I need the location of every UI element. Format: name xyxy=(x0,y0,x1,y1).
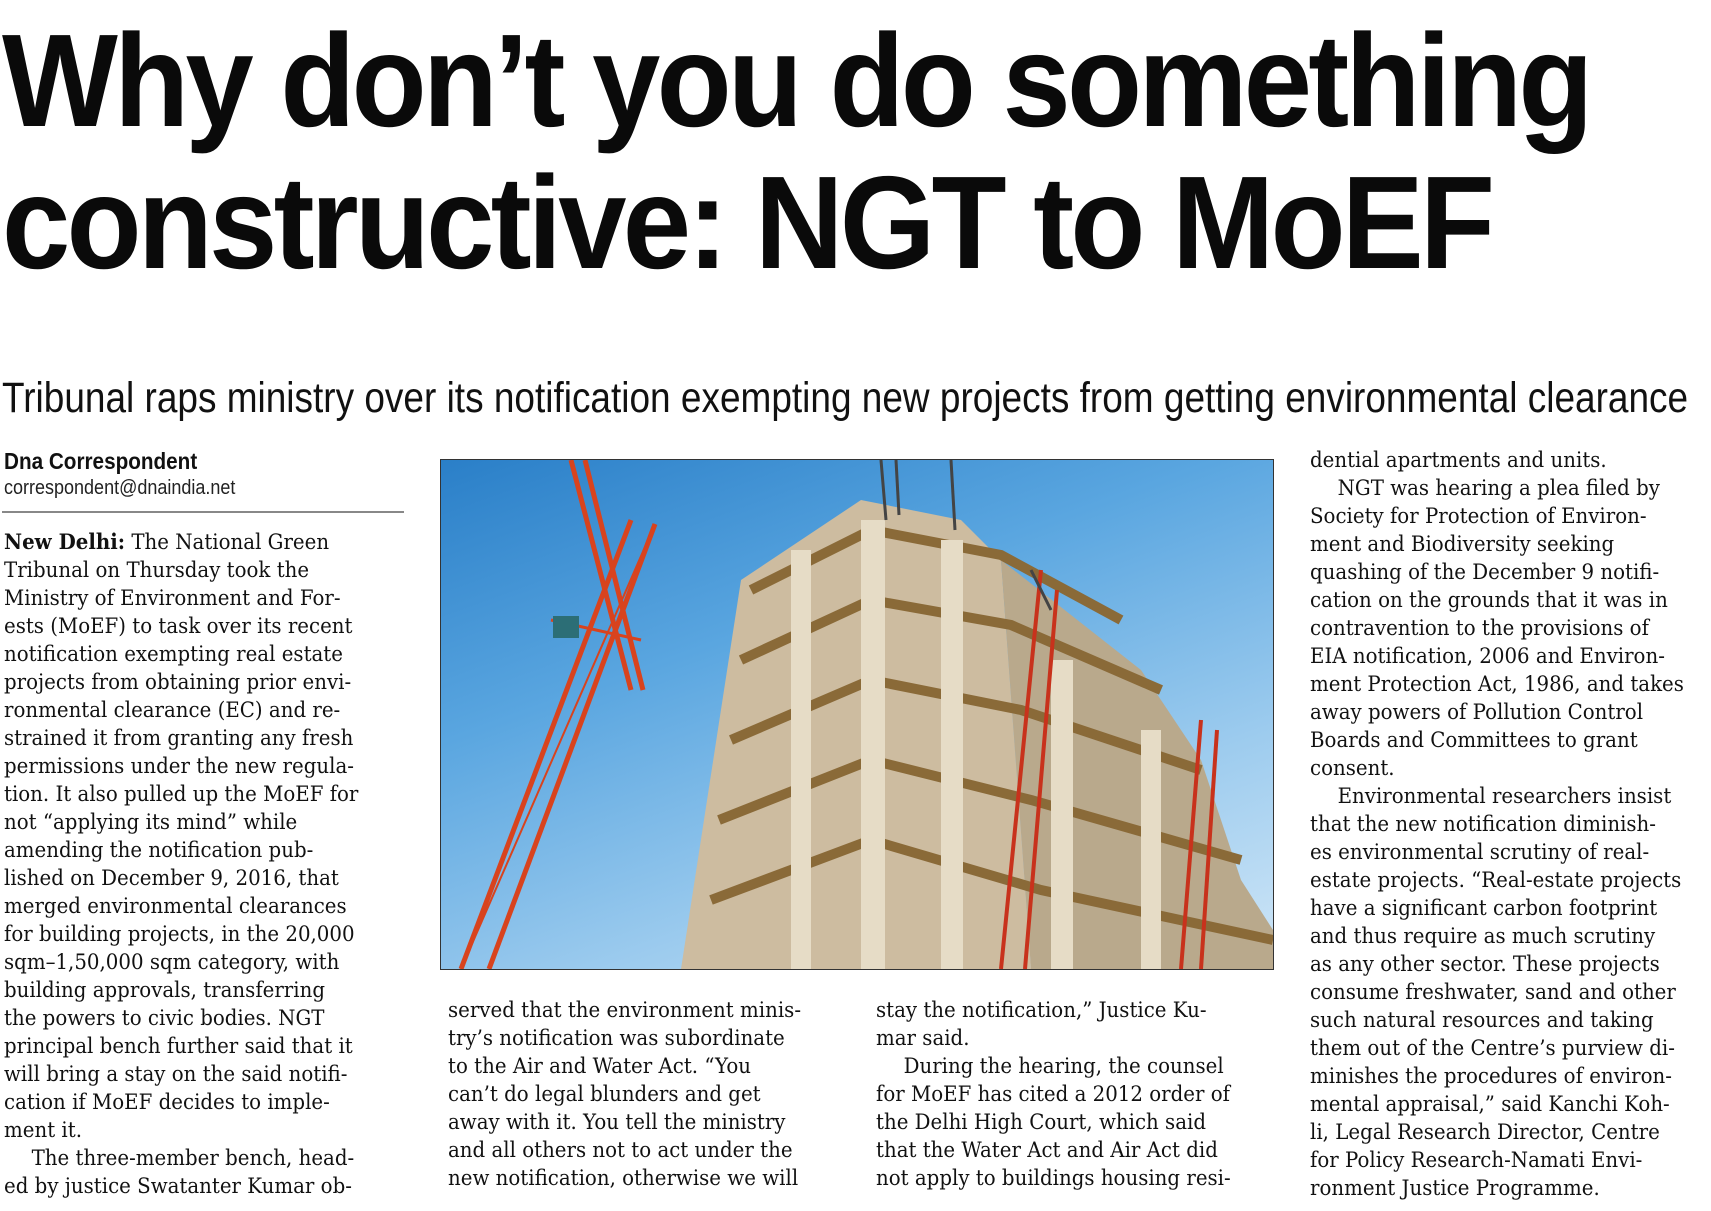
article-line: estate projects. “Real-estate projects xyxy=(1310,868,1682,893)
article-line: mental appraisal,” said Kanchi Koh- xyxy=(1310,1092,1670,1117)
headline-line-2: constructive: NGT to MoEF xyxy=(2,149,1492,296)
article-column-4 xyxy=(1310,447,1684,1203)
article-line: ronment Justice Programme. xyxy=(1310,1176,1600,1201)
article-line: that the new notification diminish- xyxy=(1310,812,1656,837)
byline-name: Dna Correspondent xyxy=(4,448,198,474)
article-line: the Delhi High Court, which said xyxy=(876,1110,1206,1135)
article-line: permissions under the new regula- xyxy=(4,754,354,779)
article-line: the powers to civic bodies. NGT xyxy=(4,1006,325,1031)
article-line: amending the notification pub- xyxy=(4,838,314,863)
article-line: as any other sector. These projects xyxy=(1310,952,1660,977)
article-line: served that the environment minis- xyxy=(448,998,802,1023)
article-line: Tribunal on Thursday took the xyxy=(4,558,310,583)
article-line: ment Protection Act, 1986, and takes xyxy=(1310,672,1684,697)
crane-cab-icon xyxy=(553,616,579,638)
article-line: es environmental scrutiny of real- xyxy=(1310,840,1650,865)
article-line: NGT was hearing a plea filed by xyxy=(1337,476,1660,501)
article-line: Ministry of Environment and For- xyxy=(4,586,341,611)
article-column-3 xyxy=(876,997,1231,1193)
article-line: for building projects, in the 20,000 xyxy=(4,922,355,947)
dateline: New Delhi: xyxy=(4,530,126,555)
article-line: ment it. xyxy=(4,1118,83,1143)
construction-photo xyxy=(440,459,1274,970)
article-line: them out of the Centre’s purview di- xyxy=(1310,1036,1675,1061)
article-line: consume freshwater, sand and other xyxy=(1310,980,1676,1005)
article-line: that the Water Act and Air Act did xyxy=(876,1138,1218,1163)
article-line: new notification, otherwise we will xyxy=(448,1166,799,1191)
article-column-2 xyxy=(448,997,801,1193)
article-line: building approvals, transferring xyxy=(4,978,325,1003)
article-line: The three-member bench, head- xyxy=(31,1146,355,1171)
article-line: ed by justice Swatanter Kumar ob- xyxy=(4,1174,352,1199)
byline-email: correspondent@dnaindia.net xyxy=(4,477,236,499)
article-line: merged environmental clearances xyxy=(4,894,347,919)
article-line: Environmental researchers insist xyxy=(1337,784,1672,809)
byline-divider xyxy=(2,511,404,513)
article-line: such natural resources and taking xyxy=(1310,1008,1654,1033)
article-column-1 xyxy=(4,529,358,1201)
article-line: not apply to buildings housing resi- xyxy=(876,1166,1231,1191)
article-line: can’t do legal blunders and get xyxy=(448,1082,761,1107)
headline-line-1: Why don’t you do something xyxy=(2,7,1590,154)
crane-icon xyxy=(461,460,655,969)
article-line: quashing of the December 9 notifi- xyxy=(1310,560,1660,585)
article-line: away powers of Pollution Control xyxy=(1310,700,1644,725)
article-line: Society for Protection of Environ- xyxy=(1310,504,1647,529)
article-line: and thus require as much scrutiny xyxy=(1310,924,1656,949)
article-line: away with it. You tell the ministry xyxy=(448,1110,786,1135)
article-line: Boards and Committees to grant xyxy=(1310,728,1638,753)
article-line: stay the notification,” Justice Ku- xyxy=(876,998,1207,1023)
article-line: projects from obtaining prior envi- xyxy=(4,670,352,695)
article-line: lished on December 9, 2016, that xyxy=(4,866,339,891)
article-line: EIA notification, 2006 and Environ- xyxy=(1310,644,1665,669)
article-line: li, Legal Research Director, Centre xyxy=(1310,1120,1660,1145)
article-line: sqm–1,50,000 sqm category, with xyxy=(4,950,340,975)
article-line: dential apartments and units. xyxy=(1310,448,1607,473)
article-line: cation if MoEF decides to imple- xyxy=(4,1090,330,1115)
article-line: try’s notification was subordinate xyxy=(448,1026,785,1051)
deck-subheadline: Tribunal raps ministry over its notification exempting new projects from getting environmental clearance xyxy=(2,374,1689,422)
article-line: mar said. xyxy=(876,1026,970,1051)
article-line: will bring a stay on the said notifi- xyxy=(4,1062,348,1087)
article-line: notification exempting real estate xyxy=(4,642,343,667)
article-line xyxy=(4,529,358,557)
article-line-text: The National Green xyxy=(125,530,330,555)
article-line: principal bench further said that it xyxy=(4,1034,353,1059)
article-line: and all others not to act under the xyxy=(448,1138,793,1163)
article-line: tion. It also pulled up the MoEF for xyxy=(4,782,359,807)
article-line: for Policy Research-Namati Envi- xyxy=(1310,1148,1643,1173)
building-illustration xyxy=(441,460,1273,969)
article-line: have a significant carbon footprint xyxy=(1310,896,1658,921)
article-line: contravention to the provisions of xyxy=(1310,616,1649,641)
article-line: to the Air and Water Act. “You xyxy=(448,1054,752,1079)
article-line: ronmental clearance (EC) and re- xyxy=(4,698,341,723)
article-line: During the hearing, the counsel xyxy=(903,1054,1224,1079)
byline xyxy=(4,447,404,501)
article-line: for MoEF has cited a 2012 order of xyxy=(876,1082,1230,1107)
article-line: consent. xyxy=(1310,756,1395,781)
article-line: ment and Biodiversity seeking xyxy=(1310,532,1615,557)
article-line: cation on the grounds that it was in xyxy=(1310,588,1668,613)
article-line: ests (MoEF) to task over its recent xyxy=(4,614,353,639)
article-line: strained it from granting any fresh xyxy=(4,726,354,751)
headline xyxy=(2,7,1590,296)
article-line: minishes the procedures of environ- xyxy=(1310,1064,1672,1089)
article-line: not “applying its mind” while xyxy=(4,810,298,835)
